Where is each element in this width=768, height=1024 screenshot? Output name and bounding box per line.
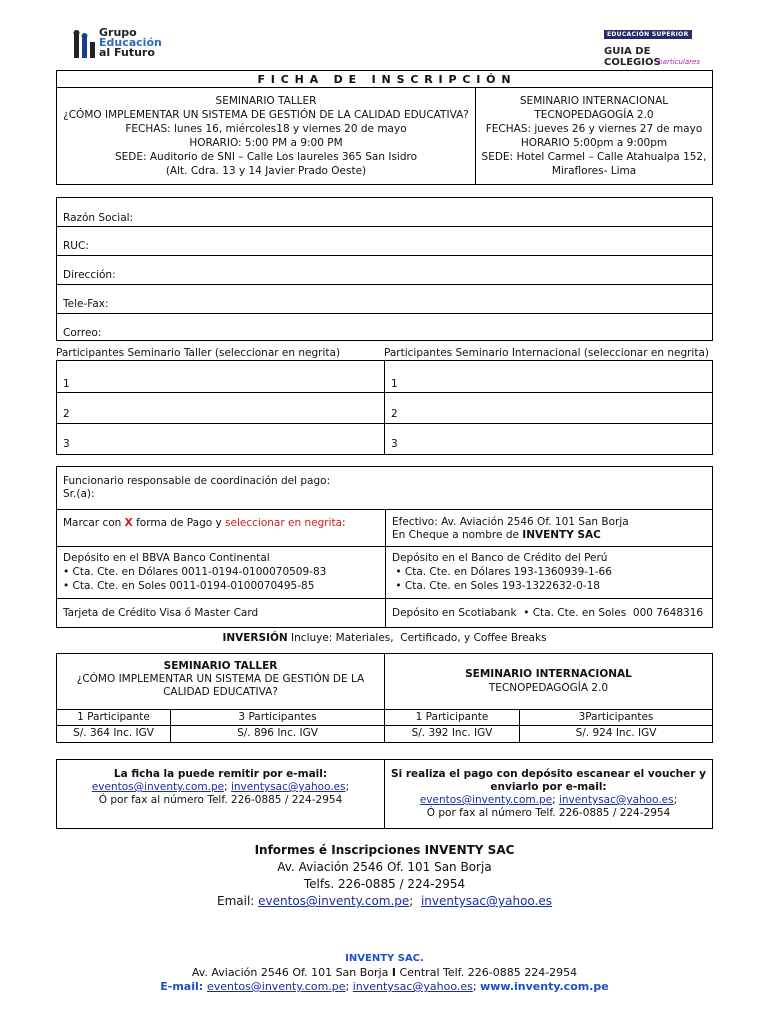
tarjeta-option[interactable]: Tarjeta de Crédito Visa ó Master Card bbox=[63, 607, 259, 619]
send-left-fax: Ó por fax al número Telf. 226-0885 / 224-2954 bbox=[98, 794, 343, 806]
price-intl-p3: S/. 924 Inc. IGV bbox=[575, 727, 657, 739]
intl-line2: TECNOPEDAGOGÍA 2.0 bbox=[534, 109, 654, 121]
taller-line6: (Alt. Cdra. 13 y 14 Javier Prado Oeste) bbox=[165, 165, 367, 177]
send-right-emails: eventos@inventy.com.pe; inventysac@yahoo.es; bbox=[419, 794, 678, 806]
participants-box bbox=[56, 360, 713, 455]
send-left-title: La ficha la puede remitir por e-mail: bbox=[113, 768, 328, 780]
send-right-email1[interactable]: eventos@inventy.com.pe bbox=[419, 794, 553, 806]
logo-right-sub: particulares bbox=[658, 58, 700, 66]
efectivo-option[interactable] bbox=[392, 516, 629, 542]
marcar-x: X bbox=[124, 517, 133, 529]
price-taller-p1: S/. 364 Inc. IGV bbox=[73, 727, 154, 739]
intl-line3: FECHAS: jueves 26 y viernes 27 de mayo bbox=[485, 123, 703, 135]
informes-title: Informes é Inscripciones INVENTY SAC bbox=[254, 843, 515, 857]
informes-email1[interactable]: eventos@inventy.com.pe bbox=[258, 894, 410, 908]
marcar-text-b: forma de Pago y bbox=[132, 517, 226, 529]
taller-participants-header: Participantes Seminario Taller (seleccionar en negrita) bbox=[56, 347, 341, 359]
send-left-email2[interactable]: inventysac@yahoo.es bbox=[230, 781, 346, 793]
intl-participant-1[interactable]: 1 bbox=[391, 378, 398, 390]
taller-line2: ¿CÓMO IMPLEMENTAR UN SISTEMA DE GESTIÓN DE LA CALIDAD EDUCATIVA? bbox=[63, 109, 469, 121]
taller-line5: SEDE: Auditorio de SNI – Calle Los laureles 365 San Isidro bbox=[114, 151, 418, 163]
bbva-dolares: • Cta. Cte. en Dólares 0011-0194-0100070509-83 bbox=[63, 566, 327, 578]
taller-line1: SEMINARIO TALLER bbox=[215, 95, 317, 107]
intl-line5: SEDE: Hotel Carmel – Calle Atahualpa 152, bbox=[481, 151, 707, 163]
price-intl-sub: TECNOPEDAGOGÍA 2.0 bbox=[488, 682, 609, 694]
footer-contact: E-mail: eventos@inventy.com.pe; inventysac@yahoo.es; www.inventy.com.pe bbox=[160, 980, 609, 993]
price-taller-p3: S/. 896 Inc. IGV bbox=[237, 727, 318, 739]
people-icon bbox=[72, 30, 98, 60]
company-fields-box bbox=[56, 197, 713, 341]
price-taller-h3: 3 Participantes bbox=[238, 711, 317, 723]
guia-colegios-logo bbox=[600, 26, 700, 68]
price-taller-sub2: CALIDAD EDUCATIVA? bbox=[163, 686, 278, 698]
logo-line1: Grupo bbox=[99, 26, 137, 39]
intl-line6: Miraflores- Lima bbox=[551, 165, 637, 177]
price-intl-header bbox=[385, 667, 712, 695]
bcp-title: Depósito en el Banco de Crédito del Perú bbox=[392, 552, 608, 564]
marcar-text-a: Marcar con bbox=[63, 517, 125, 529]
bcp-soles: • Cta. Cte. en Soles 193-1322632-0-18 bbox=[392, 580, 600, 592]
footer-web[interactable]: www.inventy.com.pe bbox=[480, 980, 609, 993]
seminar-intl-info bbox=[476, 94, 712, 178]
informes-block bbox=[56, 842, 713, 910]
funcionario-label: Funcionario responsable de coordinación del pago: bbox=[63, 475, 331, 487]
send-right-title2: enviarlo por e-mail: bbox=[490, 781, 607, 793]
inversion-label: INVERSIÓN bbox=[222, 632, 288, 644]
price-intl-h3: 3Participantes bbox=[578, 711, 654, 723]
informes-email2[interactable]: inventysac@yahoo.es bbox=[420, 894, 552, 908]
footer-email2[interactable]: inventysac@yahoo.es bbox=[352, 980, 473, 993]
correo-field[interactable]: Correo: bbox=[63, 327, 102, 339]
send-left-emails: eventos@inventy.com.pe; inventysac@yahoo.es; bbox=[91, 781, 350, 793]
taller-participant-2[interactable]: 2 bbox=[63, 408, 70, 420]
price-taller-header bbox=[57, 660, 384, 699]
bbva-soles: • Cta. Cte. en Soles 0011-0194-0100070495-85 bbox=[63, 580, 315, 592]
intl-participant-2[interactable]: 2 bbox=[391, 408, 398, 420]
marcar-instruction bbox=[63, 517, 346, 529]
ruc-field[interactable]: RUC: bbox=[63, 240, 89, 252]
send-left bbox=[57, 768, 384, 807]
send-right-email2[interactable]: inventysac@yahoo.es bbox=[558, 794, 674, 806]
send-right bbox=[385, 768, 712, 820]
informes-addr: Av. Aviación 2546 Of. 101 San Borja bbox=[277, 860, 492, 874]
razon-social-field[interactable]: Razón Social: bbox=[63, 212, 134, 224]
marcar-colon: : bbox=[342, 517, 346, 529]
price-intl-title: SEMINARIO INTERNACIONAL bbox=[465, 668, 632, 680]
logo-right-main: GUIA DE COLEGIOS bbox=[604, 46, 661, 68]
price-taller-title: SEMINARIO TALLER bbox=[163, 660, 278, 672]
price-taller-sub1: ¿CÓMO IMPLEMENTAR UN SISTEMA DE GESTIÓN DE LA bbox=[76, 673, 365, 685]
bcp-dolares: • Cta. Cte. en Dólares 193-1360939-1-66 bbox=[392, 566, 612, 578]
inversion-line bbox=[56, 632, 713, 644]
intl-participant-3[interactable]: 3 bbox=[391, 438, 398, 450]
taller-line4: HORARIO: 5:00 PM a 9:00 PM bbox=[189, 137, 343, 149]
efectivo-label: Efectivo: Av. Aviación 2546 Of. 101 San Borja bbox=[392, 516, 629, 528]
logo-line2: Educación bbox=[99, 36, 162, 49]
taller-line3: FECHAS: lunes 16, miércoles18 y viernes 20 de mayo bbox=[125, 123, 407, 135]
footer bbox=[56, 952, 713, 994]
bbva-title: Depósito en el BBVA Banco Continental bbox=[63, 552, 270, 564]
grupo-educacion-logo bbox=[72, 28, 182, 64]
payment-box bbox=[56, 466, 713, 628]
ficha-header-box bbox=[56, 70, 713, 185]
telefax-field[interactable]: Tele-Fax: bbox=[63, 298, 109, 310]
taller-participant-3[interactable]: 3 bbox=[63, 438, 70, 450]
logo-line3: al Futuro bbox=[99, 46, 155, 59]
send-left-email1[interactable]: eventos@inventy.com.pe bbox=[91, 781, 225, 793]
cheque-name: INVENTY SAC bbox=[522, 529, 601, 541]
price-taller-h1: 1 Participante bbox=[77, 711, 150, 723]
bcp-option[interactable] bbox=[392, 551, 612, 593]
logo-right-top: EDUCACIÓN SUPERIOR bbox=[604, 30, 692, 39]
bbva-option[interactable] bbox=[63, 551, 326, 593]
price-table bbox=[56, 653, 713, 743]
informes-telfs: Telfs. 226-0885 / 224-2954 bbox=[303, 877, 466, 891]
marcar-select: seleccionar en negrita bbox=[225, 517, 343, 529]
price-intl-h1: 1 Participante bbox=[415, 711, 489, 723]
direccion-field[interactable]: Dirección: bbox=[63, 269, 116, 281]
send-right-title1: Si realiza el pago con depósito escanear el voucher y bbox=[391, 768, 706, 780]
send-right-fax: Ó por fax al número Telf. 226-0885 / 224-2954 bbox=[426, 807, 671, 819]
cheque-label: En Cheque a nombre de INVENTY SAC bbox=[392, 529, 601, 541]
footer-email1[interactable]: eventos@inventy.com.pe bbox=[206, 980, 346, 993]
taller-participant-1[interactable]: 1 bbox=[63, 378, 70, 390]
price-intl-p1: S/. 392 Inc. IGV bbox=[411, 727, 493, 739]
footer-addr: Av. Aviación 2546 Of. 101 San Borja I Central Telf. 226-0885 224-2954 bbox=[191, 966, 578, 979]
informes-email: Email: eventos@inventy.com.pe; inventysac@yahoo.es bbox=[216, 894, 552, 908]
intl-line4: HORARIO 5:00pm a 9:00pm bbox=[520, 137, 668, 149]
intl-participants-header: Participantes Seminario Internacional (seleccionar en negrita) bbox=[384, 347, 709, 359]
sr-label[interactable]: Sr.(a): bbox=[63, 488, 95, 500]
footer-company: INVENTY SAC. bbox=[345, 953, 424, 964]
intl-line1: SEMINARIO INTERNACIONAL bbox=[519, 95, 669, 107]
scotia-option[interactable]: Depósito en Scotiabank • Cta. Cte. en Soles 000 7648316 bbox=[392, 607, 704, 619]
page-title: F I C H A D E I N S C R I P C I Ó N bbox=[257, 73, 512, 86]
inversion-rest: Incluye: Materiales, Certificado, y Coffee Breaks bbox=[287, 632, 547, 644]
send-box bbox=[56, 759, 713, 829]
seminar-taller-info bbox=[57, 94, 475, 178]
